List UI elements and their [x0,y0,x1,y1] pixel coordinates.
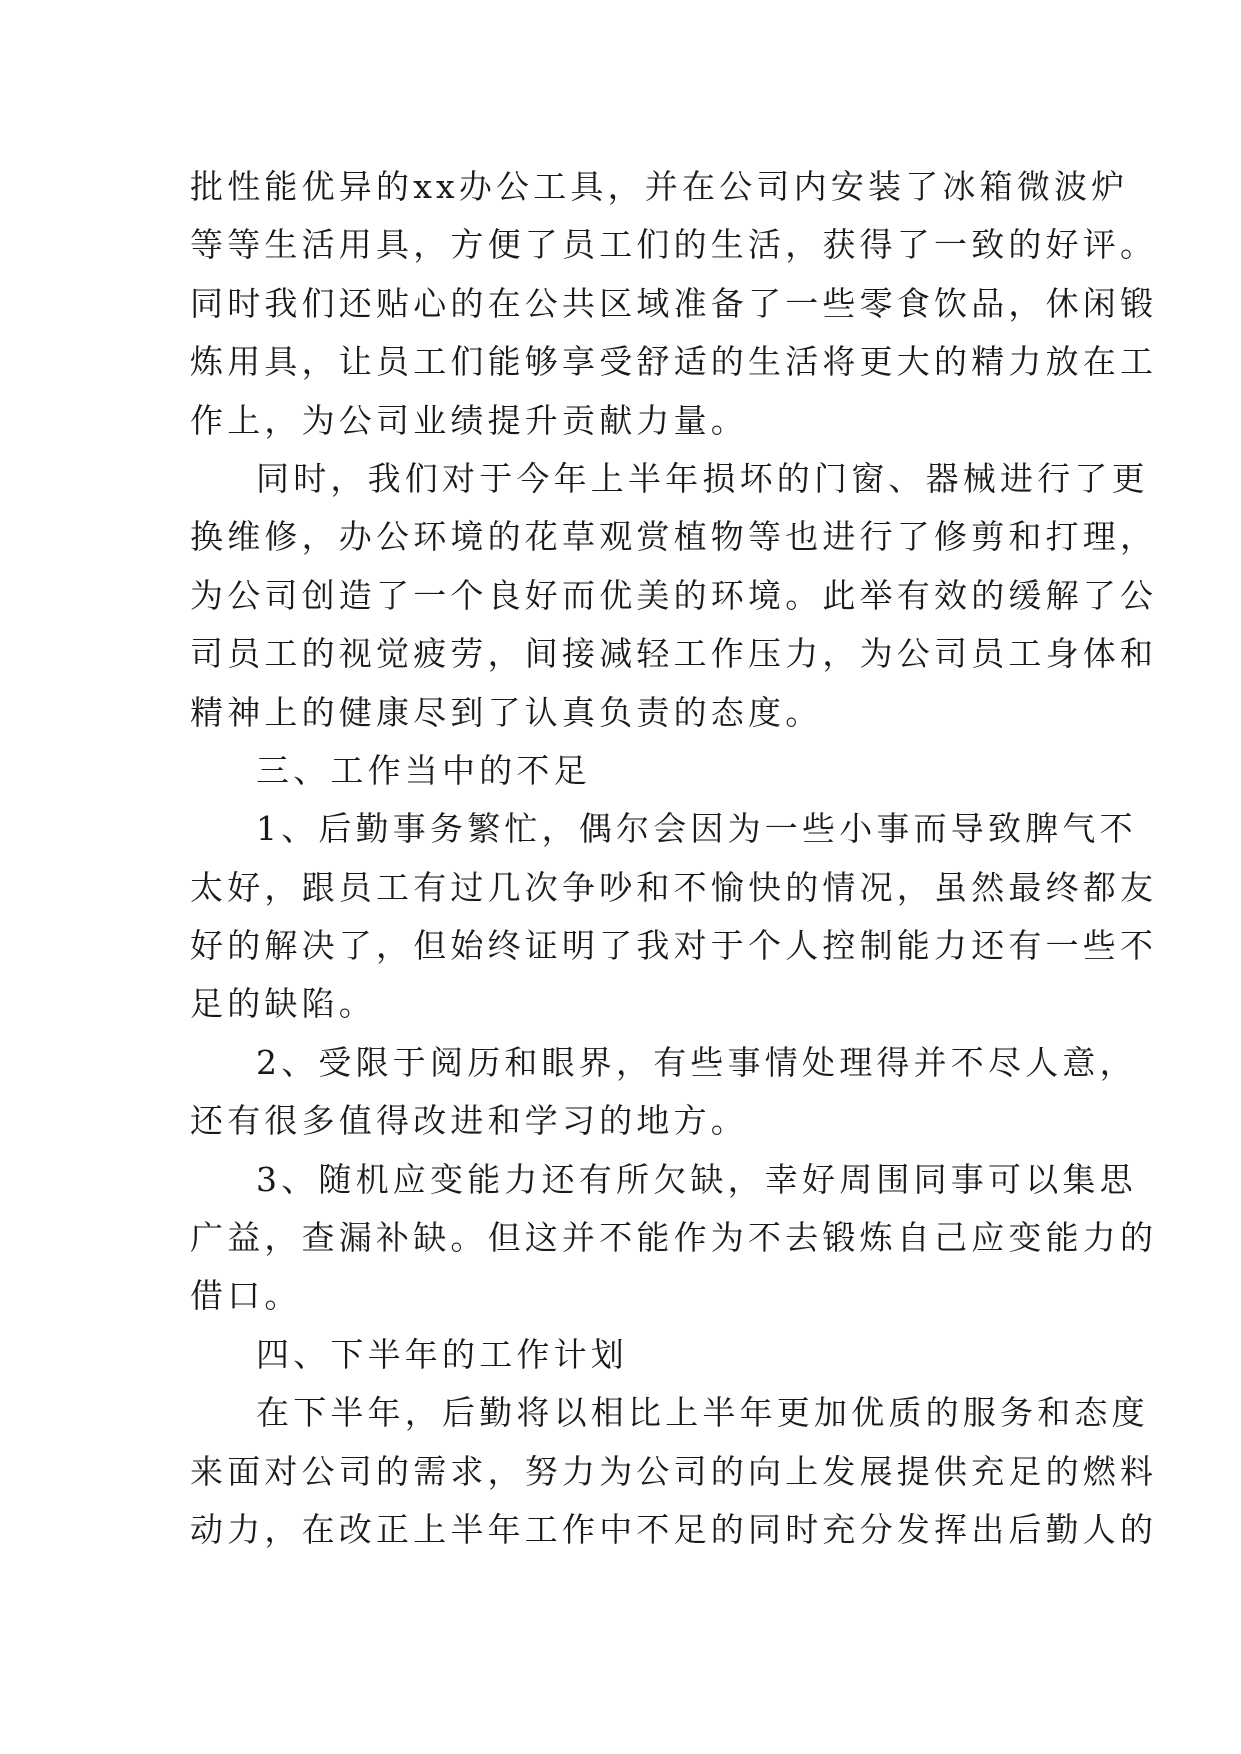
text-line: 批性能优异的xx办公工具，并在公司内安装了冰箱微波炉 [190,167,1129,206]
paragraph-start-line: 1、后勤事务繁忙，偶尔会因为一些小事而导致脾气不 [256,809,1137,849]
text-line: 还有很多值得改进和学习的地方。 [190,1101,748,1141]
paragraph-start-line: 3、随机应变能力还有所欠缺，幸好周围同事可以集思 [256,1159,1137,1199]
text-line: 精神上的健康尽到了认真负责的态度。 [190,692,823,732]
section-heading: 三、工作当中的不足 [256,750,591,790]
paragraph-start-line: 2、受限于阅历和眼界，有些事情处理得并不尽人意， [256,1042,1137,1082]
text-line: 作上，为公司业绩提升贡献力量。 [190,400,748,440]
text-line: 动力，在改正上半年工作中不足的同时充分发挥出后勤人的 [190,1509,1158,1549]
text-line: 足的缺陷。 [190,984,376,1024]
paragraph-start-line: 同时，我们对于今年上半年损坏的门窗、器械进行了更 [256,458,1149,498]
section-heading: 四、下半年的工作计划 [256,1334,628,1374]
text-line: 等等生活用具，方便了员工们的生活，获得了一致的好评。 [190,225,1158,265]
paragraph-start-line: 在下半年，后勤将以相比上半年更加优质的服务和态度 [256,1393,1149,1433]
text-line: 太好，跟员工有过几次争吵和不愉快的情况，虽然最终都友 [190,867,1158,907]
text-line: 换维修，办公环境的花草观赏植物等也进行了修剪和打理， [190,517,1158,557]
text-line: 为公司创造了一个良好而优美的环境。此举有效的缓解了公 [190,575,1158,615]
text-line: 来面对公司的需求，努力为公司的向上发展提供充足的燃料 [190,1451,1158,1491]
text-line: 广益，查漏补缺。但这并不能作为不去锻炼自己应变能力的 [190,1218,1158,1258]
text-line: 司员工的视觉疲劳，间接减轻工作压力，为公司员工身体和 [190,634,1158,674]
text-line: 好的解决了，但始终证明了我对于个人控制能力还有一些不 [190,926,1158,966]
text-line: 借口。 [190,1276,302,1316]
document-body [190,158,1158,1559]
text-line: 同时我们还贴心的在公共区域准备了一些零食饮品，休闲锻 [190,283,1158,323]
text-line: 炼用具，让员工们能够享受舒适的生活将更大的精力放在工 [190,342,1158,382]
